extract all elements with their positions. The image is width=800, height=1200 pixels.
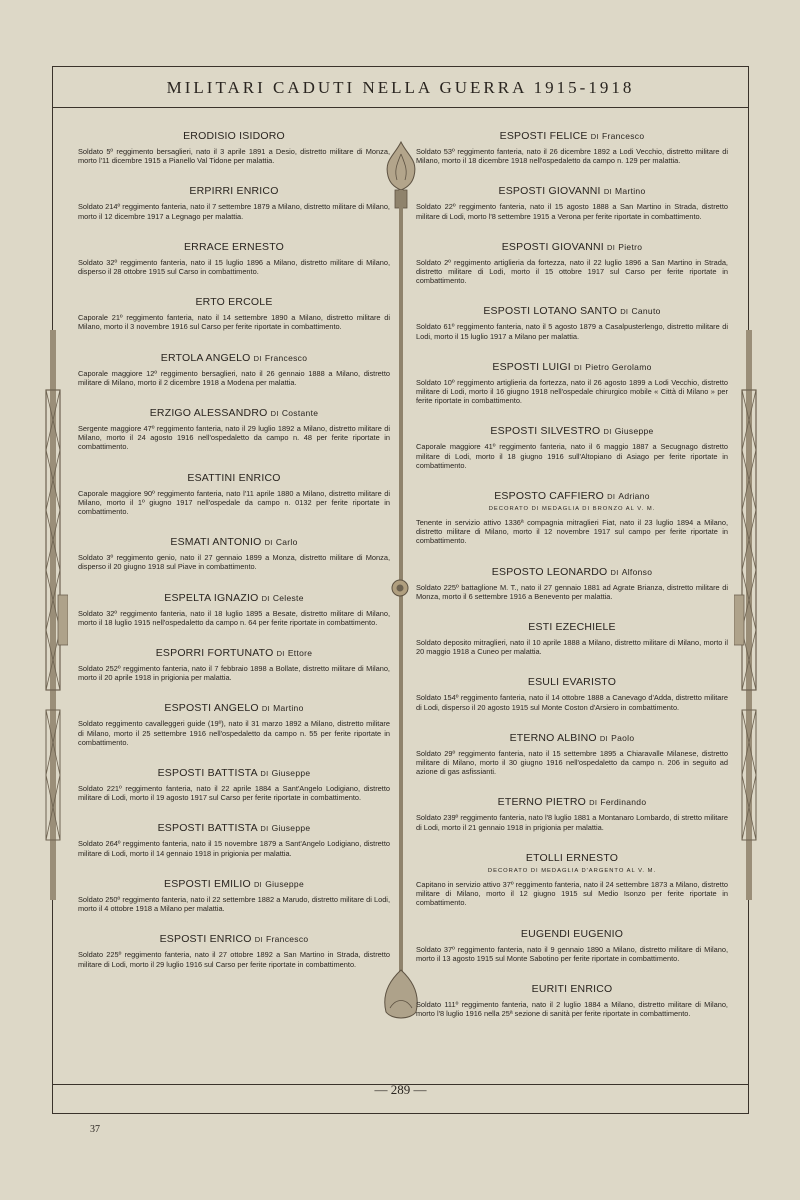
entry-father: Paolo — [611, 732, 635, 743]
entry-father: Pietro Gerolamo — [585, 361, 652, 372]
entry-name — [416, 796, 728, 808]
entry — [78, 767, 390, 802]
entry-text: Soldato 10º reggimento artiglieria da fortezza, nato il 26 agosto 1899 a Lodi Vecchio, distretto militare di Lodi, morto il 16 giugno 1918 nell'ospedale chirurgico mobile « Città di Milano » per ferite riportate in combattimento. — [416, 377, 728, 406]
entry-text: Soldato 37º reggimento fanteria, nato il 9 gennaio 1890 a Milano, distretto militare di Milano, morto il 13 agosto 1915 sul Monte Sabotino per ferite riportate in combattimento. — [416, 944, 728, 963]
entry-name — [416, 621, 728, 633]
entry-father: Ettore — [287, 648, 313, 659]
entry — [78, 241, 390, 276]
entry-name-text: EURITI ENRICO — [531, 982, 613, 995]
entry-father: Giuseppe — [614, 426, 654, 437]
entry-name-text: EUGENDI EUGENIO — [520, 927, 624, 940]
entry-di: DI — [610, 567, 619, 577]
entry-text: Soldato 239º reggimento fanteria, nato l'8 luglio 1881 a Montanaro Lombardo, di stretto militare di Lodi, morto il 21 gennaio 1918 in prigionia per malattia. — [416, 813, 728, 832]
entry-name-text: ESPOSTI ENRICO — [159, 933, 252, 946]
entry-name-text: ESPOSTO LEONARDO — [491, 565, 608, 578]
entry-name — [416, 983, 728, 995]
entry — [78, 933, 390, 968]
entry-text: Soldato 22º reggimento fanteria, nato il 15 agosto 1888 a San Martino in Strada, distretto militare di Lodi, morto l'8 settembre 1915 a Verona per ferite riportate in combattimento. — [416, 202, 728, 221]
entry-name-text: ESPOSTI EMILIO — [164, 877, 251, 890]
entry-decoration: DECORATO DI MEDAGLIA DI BRONZO AL V. M. — [488, 506, 656, 513]
entry-di: DI — [603, 427, 612, 437]
entry-name — [416, 130, 728, 142]
entry-name-text: ESPOSTI SILVESTRO — [490, 425, 601, 438]
entry-di: DI — [254, 935, 263, 945]
entry — [416, 361, 728, 406]
entry-text: Soldato 32º reggimento fanteria, nato il 18 luglio 1895 a Besate, distretto militare di Milano, morto il 18 luglio 1915 nell'ospedaletto da campo n. 64 per ferite riportate in combattimento. — [78, 608, 390, 627]
entry-di: DI — [270, 409, 279, 419]
left-column — [78, 130, 390, 989]
entry-di: DI — [599, 733, 609, 743]
entry — [78, 130, 390, 165]
entry-di: DI — [253, 353, 262, 363]
entry-di: DI — [590, 132, 599, 141]
entry-father: Martino — [273, 703, 304, 714]
entry-name — [416, 928, 728, 940]
entry-name — [78, 296, 390, 308]
entry-text: Soldato 111º reggimento fanteria, nato il 2 luglio 1884 a Milano, distretto militare di Milano, morto l'8 luglio 1916 nella 25ª sezione di sanità per ferite riportate in combattimento. — [416, 999, 728, 1019]
entry-di: DI — [603, 187, 612, 197]
entry — [78, 822, 390, 857]
entry-father: Giuseppe — [271, 823, 311, 834]
entry-name — [416, 676, 728, 688]
entry-di: DI — [589, 798, 598, 808]
page-number-value: 289 — [390, 1082, 411, 1097]
entry-name-text: ESPELTA IGNAZIO — [164, 591, 259, 604]
entry-text: Soldato 5º reggimento bersaglieri, nato il 3 aprile 1891 a Desio, distretto militare di Monza, morto l'11 dicembre 1915 a Pianello Val Tidone per malattia. — [78, 147, 390, 166]
entry-text: Soldato 250º reggimento fanteria, nato il 22 settembre 1882 a Marudo, distretto militare di Lodi, morto il 4 ottobre 1918 a Milano per malattia. — [78, 894, 390, 914]
right-column — [416, 130, 728, 1038]
entry — [78, 185, 390, 220]
entry-text: Soldato 221º reggimento fanteria, nato il 22 aprile 1884 a Sant'Angelo Lodigiano, distretto militare di Lodi, morto il 19 agosto 1917 sul Carso per ferite riportate in combattimento. — [78, 784, 390, 803]
entry-text: Soldato 2º reggimento artiglieria da fortezza, nato il 22 luglio 1896 a San Martino in Strada, distretto militare di Lodi, morto il 15 ottobre 1917 sul Carso per ferite riportate in combattimento. — [416, 257, 728, 286]
entry — [416, 983, 728, 1018]
entry-name-text: ESPOSTI LOTANO SANTO — [483, 305, 618, 318]
entry-father: Giuseppe — [271, 768, 311, 779]
entry-name — [78, 130, 390, 142]
entry-di: DI — [260, 769, 269, 779]
entry-name-text: ERZIGO ALESSANDRO — [149, 407, 268, 420]
entry — [416, 130, 728, 165]
entry — [78, 296, 390, 331]
entry-text: Soldato 29º reggimento fanteria, nato il 15 settembre 1895 a Chiaravalle Milanese, distretto militare di Milano, morto il 30 giugno 1916 nell'ospedaletto da campo n. 206 in seguito ad azione di gas asfissianti. — [416, 748, 728, 777]
entry-text: Soldato 61º reggimento fanteria, nato il 5 agosto 1879 a Casalpusterlengo, distretto militare di Lodi, morto il 15 luglio 1917 a Milano per malattia. — [416, 322, 728, 341]
entry-name — [416, 566, 728, 578]
entry-text: Capitano in servizio attivo 37º reggimento fanteria, nato il 24 settembre 1873 a Milano, distretto militare di Milano, morto il 12 giugno 1915 sul Medio Isonzo per ferite riportate in combattimento. — [416, 879, 728, 908]
entry-text: Soldato 214º reggimento fanteria, nato il 7 settembre 1879 a Milano, distretto militare di Milano, morto il 12 dicembre 1917 a Legnago per malattia. — [78, 202, 390, 221]
entry-name-text: ESPOSTI FELICE — [499, 130, 588, 142]
entry — [416, 852, 728, 908]
entry — [78, 472, 390, 517]
entry-name — [78, 702, 390, 714]
entry-name — [78, 352, 390, 364]
entry-name — [416, 185, 728, 197]
entry — [78, 352, 390, 387]
entry-name — [78, 933, 390, 945]
entry-name-text: ERRACE ERNESTO — [183, 240, 285, 253]
entry-father: Giuseppe — [265, 878, 304, 889]
entry-name-text: ESPOSTI BATTISTA — [157, 822, 258, 835]
entry-text: Soldato 264º reggimento fanteria, nato il 15 novembre 1879 a Sant'Angelo Lodigiano, distretto militare di Lodi, morto il 14 gennaio 1918 in prigionia per malattia. — [78, 839, 390, 858]
entry-father: Carlo — [275, 537, 298, 548]
entry-text: Soldato deposito mitraglieri, nato il 10 aprile 1888 a Milano, distretto militare di Milano, morto il 20 maggio 1918 a Cuneo per malattia. — [416, 638, 728, 657]
entry — [416, 241, 728, 286]
entry-di: DI — [253, 879, 263, 889]
entry-name — [416, 305, 728, 317]
entry — [416, 425, 728, 470]
entry-father: Celeste — [272, 592, 304, 603]
right-pole-ornament — [734, 330, 764, 900]
center-rod — [398, 190, 404, 1010]
entry-name-text: ESTI EZECHIELE — [528, 621, 616, 634]
entry-text: Caporale maggiore 90º reggimento fanteria, nato l'11 aprile 1880 a Milano, distretto militare di Milano, morto il 1º giugno 1917 nell'ospedale da campo n. 0132 per ferite riportate in combattimento. — [78, 488, 390, 517]
entry-name — [78, 407, 390, 419]
entry-father: Canuto — [631, 306, 661, 317]
entry-name — [78, 241, 390, 253]
entry-name-text: ESPOSTI BATTISTA — [157, 767, 258, 780]
entry-father: Francesco — [264, 352, 308, 363]
entry-name-text: ESMATI ANTONIO — [170, 536, 262, 549]
entry — [416, 796, 728, 831]
entry — [78, 647, 390, 682]
entry-decoration: DECORATO DI MEDAGLIA D'ARGENTO AL V. M. — [487, 867, 657, 874]
entry-name — [416, 490, 728, 502]
entry — [416, 185, 728, 220]
entry-name — [416, 852, 728, 864]
entry-name — [78, 647, 390, 659]
entry-text: Caporale maggiore 12º reggimento bersaglieri, nato il 26 gennaio 1888 a Milano, distretto militare di Milano, morto il 2 dicembre 1918 a Modena per malattia. — [78, 368, 390, 387]
entry-text: Caporale 21º reggimento fanteria, nato il 14 settembre 1890 a Milano, distretto militare di Milano, morto il 3 novembre 1916 sul Carso per ferite riportate in combattimento. — [78, 313, 390, 332]
entry-name — [78, 185, 390, 197]
entry-father: Ferdinando — [600, 797, 647, 808]
entry-text: Soldato 3º reggimento genio, nato il 27 gennaio 1899 a Monza, distretto militare di Monza, disperso il 20 giugno 1918 sul Piave in combattimento. — [78, 553, 390, 572]
entry-name — [78, 767, 390, 779]
entry — [416, 676, 728, 711]
signature-number: 37 — [90, 1124, 100, 1135]
entry-name-text: ESATTINI ENRICO — [187, 471, 281, 484]
entry-di: DI — [260, 824, 269, 834]
page-number: — 289 — — [374, 1082, 427, 1097]
entry-name — [78, 878, 390, 890]
entry-di: DI — [620, 307, 629, 317]
entry-name — [78, 592, 390, 604]
entry-text: Soldato 154º reggimento fanteria, nato il 14 ottobre 1888 a Canevago d'Adda, distretto militare di Lodi, disperso il 20 agosto 1915 sul Monte Coston d'Arsiero in combattimento. — [416, 693, 728, 712]
entry-di: DI — [607, 242, 616, 252]
entry-father: Alfonso — [621, 566, 653, 577]
entry-name-text: ERODISIO ISIDORO — [183, 130, 285, 142]
entry-name-text: ETERNO PIETRO — [497, 796, 586, 809]
entry-di: DI — [261, 704, 271, 714]
entry-text: Soldato 225º battaglione M. T., nato il 27 gennaio 1881 ad Agrate Brianza, distretto militare di Monza, morto il 6 settembre 1916 a Benevento per malattia. — [416, 582, 728, 601]
entry-name-text: ESPOSTI LUIGI — [492, 360, 571, 373]
entry-name-text: ERTO ERCOLE — [195, 296, 273, 309]
entry-name — [416, 732, 728, 744]
entry-di: DI — [607, 492, 616, 502]
entry — [78, 592, 390, 627]
entry-di: DI — [276, 649, 285, 659]
entry-name-text: ESPORRI FORTUNATO — [155, 647, 274, 660]
header-rule — [52, 107, 749, 108]
entry-name — [78, 822, 390, 834]
entry-di: DI — [261, 593, 270, 603]
entry-name-text: ESPOSTI ANGELO — [164, 702, 259, 715]
entry-name — [416, 361, 728, 373]
entry-text: Soldato 225º reggimento fanteria, nato il 27 ottobre 1892 a San Martino in Strada, distretto militare di Lodi, morto il 29 luglio 1916 sul Carso per ferite riportate in combattimento. — [78, 950, 390, 969]
entry-text: Tenente in servizio attivo 1336ª compagnia mitraglieri Fiat, nato il 23 luglio 1894 a Milano, distretto militare di Milano, morto il 12 novembre 1917 sul campo per ferite riportate in combattimento. — [416, 518, 728, 546]
entry-name-text: ESPOSTI GIOVANNI — [501, 240, 604, 253]
entry-di: DI — [573, 362, 583, 372]
entry-text: Soldato 252º reggimento fanteria, nato il 7 febbraio 1898 a Bollate, distretto militare di Milano, morto il 20 aprile 1918 in prigionia per malattia. — [78, 664, 390, 683]
entry — [78, 536, 390, 571]
entry-father: Francesco — [266, 934, 309, 945]
entry-father: Costante — [281, 408, 319, 419]
entry-father: Francesco — [601, 131, 645, 141]
entry — [416, 928, 728, 963]
entry-text: Soldato 53º reggimento fanteria, nato il 26 dicembre 1892 a Lodi Vecchio, distretto militare di Milano, morto il 18 dicembre 1918 nell'ospedaletto da campo n. 129 per malattia. — [416, 147, 728, 166]
entry-name — [78, 472, 390, 484]
entry — [78, 702, 390, 747]
entry-name — [78, 536, 390, 548]
entry-father: Adriano — [618, 491, 650, 502]
entry — [78, 878, 390, 913]
entry-father: Martino — [615, 186, 646, 197]
entry-father: Pietro — [618, 241, 643, 252]
entry — [416, 621, 728, 656]
entry-name-text: ESULI EVARISTO — [527, 676, 617, 689]
entry — [416, 490, 728, 546]
entry-text: Sergente maggiore 47º reggimento fanteria, nato il 29 luglio 1892 a Milano, distretto militare di Milano, morto il 24 agosto 1916 nell'ospedaletto da campo n. 48 per ferite riportate in combattimento. — [78, 424, 390, 452]
entry — [416, 305, 728, 340]
entry-text: Soldato 32º reggimento fanteria, nato il 15 luglio 1896 a Milano, distretto militare di Milano, disperso il 28 ottobre 1915 sul Carso in combattimento. — [78, 257, 390, 277]
entry-name-text: ESPOSTI GIOVANNI — [498, 185, 601, 198]
entry-name-text: ETOLLI ERNESTO — [525, 851, 619, 864]
entry-name-text: ERTOLA ANGELO — [160, 351, 251, 364]
entry-text: Soldato reggimento cavalleggeri guide (19º), nato il 31 marzo 1892 a Milano, distretto militare di Milano, morto il 25 settembre 1916 nell'ospedaletto da campo n. 55 per ferite riportate in combattimento. — [78, 719, 390, 747]
entry-name — [416, 241, 728, 253]
entry-name — [416, 425, 728, 437]
running-title: MILITARI CADUTI NELLA GUERRA 1915-1918 — [166, 78, 635, 97]
entry-name-text: ERPIRRI ENRICO — [189, 185, 279, 198]
entry-di: DI — [264, 538, 273, 548]
entry — [78, 407, 390, 452]
entry-name-text: ETERNO ALBINO — [509, 731, 597, 744]
left-pole-ornament — [38, 330, 68, 900]
entry-text: Caporale maggiore 41º reggimento fanteria, nato il 6 maggio 1887 a Secugnago distretto militare di Lodi, morto il 18 giugno 1916 sull'Altopiano di Asiago per ferite riportate in combattimento. — [416, 442, 728, 470]
entry — [416, 732, 728, 777]
entry — [416, 566, 728, 601]
entry-name-text: ESPOSTO CAFFIERO — [494, 490, 604, 503]
rosette-icon — [390, 578, 410, 598]
